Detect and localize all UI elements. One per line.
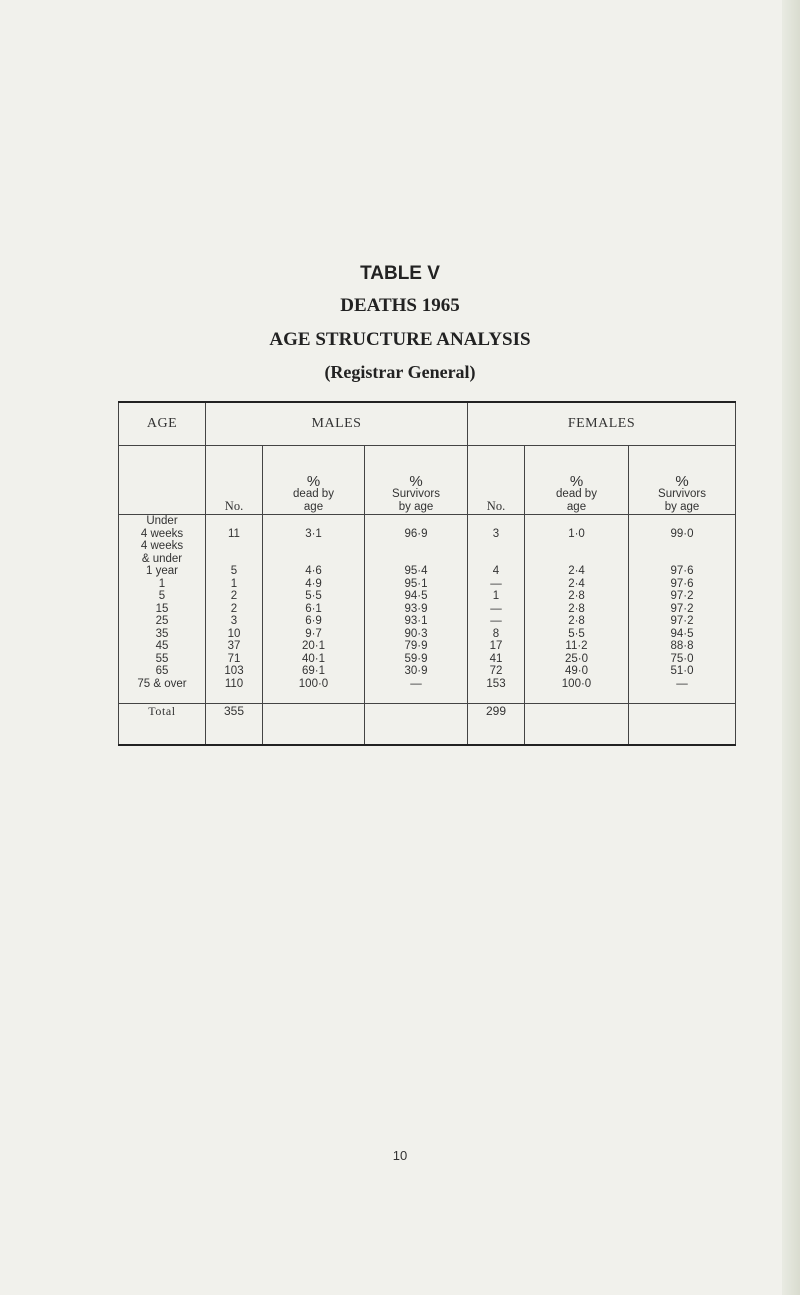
males-no-cell: 71 <box>206 653 263 666</box>
males-dead-cell: 6·1 <box>263 603 365 616</box>
age-cell <box>119 678 206 691</box>
females-survivors-cell: — <box>629 678 736 691</box>
table-heading: AGE STRUCTURE ANALYSIS <box>269 329 531 350</box>
age-label: 45 <box>155 640 169 652</box>
males-survivors-cell: 94·5 <box>365 590 468 603</box>
page-number: 10 <box>392 1148 408 1163</box>
age-cell <box>119 615 206 628</box>
females-survivors-cell: 75·0 <box>629 653 736 666</box>
females-no-cell: — <box>468 615 525 628</box>
table-row <box>119 590 736 603</box>
females-survivors-cell: 97·2 <box>629 615 736 628</box>
females-dead-cell: 1·0 <box>525 515 629 541</box>
males-no-cell: 3 <box>206 615 263 628</box>
table-body <box>119 515 736 704</box>
males-no-cell: 37 <box>206 640 263 653</box>
males-no-cell: 2 <box>206 603 263 616</box>
males-survivors-cell: 93·1 <box>365 615 468 628</box>
males-no-cell: 5 <box>206 540 263 578</box>
females-survivors-cell: 97·2 <box>629 603 736 616</box>
spacer-cell <box>525 690 629 703</box>
age-subheader <box>119 446 206 515</box>
table-row <box>119 678 736 691</box>
table-row <box>119 540 736 578</box>
females-dead-cell: 100·0 <box>525 678 629 691</box>
females-survivors-cell: 97·6 <box>629 540 736 578</box>
males-survivors-cell: 59·9 <box>365 653 468 666</box>
females-dead-cell: 2·4 <box>525 540 629 578</box>
females-no-cell: 41 <box>468 653 525 666</box>
total-label: Total <box>119 703 206 745</box>
males-no-cell: 2 <box>206 590 263 603</box>
females-dead-cell: 25·0 <box>525 653 629 666</box>
males-header: MALES <box>206 402 468 446</box>
males-no-cell: 103 <box>206 665 263 678</box>
males-no-cell: 11 <box>206 515 263 541</box>
females-survivors-cell: 97·6 <box>629 578 736 591</box>
males-dead-cell: 100·0 <box>263 678 365 691</box>
females-no-cell: 17 <box>468 640 525 653</box>
females-no-cell: 4 <box>468 540 525 578</box>
females-header: FEMALES <box>468 402 736 446</box>
males-survivors-cell: 96·9 <box>365 515 468 541</box>
females-no-cell: 1 <box>468 590 525 603</box>
age-label: 1 <box>158 577 166 590</box>
males-dead-cell: 4·9 <box>263 578 365 591</box>
table-row <box>119 640 736 653</box>
females-dead-cell: 2·8 <box>525 590 629 603</box>
spacer-cell <box>365 690 468 703</box>
table-row <box>119 515 736 541</box>
table-row <box>119 628 736 641</box>
males-survivors-cell: 93·9 <box>365 603 468 616</box>
age-cell <box>119 628 206 641</box>
females-no-cell: 72 <box>468 665 525 678</box>
males-dead-cell: 9·7 <box>263 628 365 641</box>
males-no-cell: 110 <box>206 678 263 691</box>
spacer-cell <box>119 690 206 703</box>
age-structure-table <box>118 401 736 746</box>
males-survivors-cell: 30·9 <box>365 665 468 678</box>
spacer-cell <box>468 690 525 703</box>
age-label: 4 weeks <box>140 540 184 552</box>
males-dead-cell: 4·6 <box>263 540 365 578</box>
spacer-row <box>119 690 736 703</box>
age-label: 55 <box>155 652 169 665</box>
page-edge <box>782 0 800 1295</box>
table-row <box>119 665 736 678</box>
females-survivors-cell: 51·0 <box>629 665 736 678</box>
females-survivors-header: % Survivors by age <box>629 446 736 515</box>
females-survivors-cell: 97·2 <box>629 590 736 603</box>
males-survivors-cell: — <box>365 678 468 691</box>
table-row <box>119 653 736 666</box>
males-dead-cell: 3·1 <box>263 515 365 541</box>
males-survivors-cell: 90·3 <box>365 628 468 641</box>
males-dead-header: % dead by age <box>263 446 365 515</box>
males-dead-cell: 20·1 <box>263 640 365 653</box>
males-survivors-total <box>365 703 468 745</box>
females-no-cell: 153 <box>468 678 525 691</box>
age-label: 75 & over <box>137 677 187 690</box>
spacer-cell <box>206 690 263 703</box>
age-label: 35 <box>155 627 169 640</box>
males-dead-cell: 5·5 <box>263 590 365 603</box>
males-dead-cell: 69·1 <box>263 665 365 678</box>
males-survivors-cell: 95·1 <box>365 578 468 591</box>
males-survivors-cell: 79·9 <box>365 640 468 653</box>
females-survivors-cell: 99·0 <box>629 515 736 541</box>
males-dead-cell: 40·1 <box>263 653 365 666</box>
females-dead-cell: 49·0 <box>525 665 629 678</box>
females-no-cell: 8 <box>468 628 525 641</box>
males-no-cell: 10 <box>206 628 263 641</box>
age-cell <box>119 515 206 541</box>
age-label: 5 <box>158 590 166 602</box>
males-survivors-cell: 95·4 <box>365 540 468 578</box>
table-title: TABLE V <box>360 263 440 284</box>
males-total: 355 <box>206 703 263 745</box>
females-survivors-cell: 94·5 <box>629 628 736 641</box>
males-dead-cell: 6·9 <box>263 615 365 628</box>
females-no-cell: 3 <box>468 515 525 541</box>
age-label: 65 <box>155 665 169 677</box>
source-note: (Registrar General) <box>324 362 476 382</box>
females-dead-header: % dead by age <box>525 446 629 515</box>
females-dead-total <box>525 703 629 745</box>
age-cell <box>119 665 206 678</box>
table-subtitle: DEATHS 1965 <box>340 295 460 316</box>
females-no-cell: — <box>468 603 525 616</box>
males-survivors-header: % Survivors by age <box>365 446 468 515</box>
females-dead-cell: 2·4 <box>525 578 629 591</box>
females-survivors-total <box>629 703 736 745</box>
age-cell <box>119 540 206 578</box>
females-no-cell: — <box>468 578 525 591</box>
age-cell <box>119 590 206 603</box>
age-cell <box>119 578 206 591</box>
age-cell <box>119 640 206 653</box>
table-row <box>119 603 736 616</box>
males-no-cell: 1 <box>206 578 263 591</box>
females-dead-cell: 2·8 <box>525 615 629 628</box>
age-cell <box>119 603 206 616</box>
females-survivors-cell: 88·8 <box>629 640 736 653</box>
males-no-header: No. <box>206 446 263 515</box>
age-label: & under <box>141 552 183 565</box>
table-row <box>119 615 736 628</box>
heading-block <box>0 262 800 384</box>
females-dead-cell: 5·5 <box>525 628 629 641</box>
females-dead-cell: 11·2 <box>525 640 629 653</box>
age-cell <box>119 653 206 666</box>
table-row <box>119 578 736 591</box>
spacer-cell <box>629 690 736 703</box>
age-label: Under <box>146 515 178 527</box>
age-header: AGE <box>119 402 206 446</box>
age-label: 1 year <box>146 565 178 577</box>
age-label: 15 <box>155 602 169 615</box>
spacer-cell <box>263 690 365 703</box>
total-row <box>119 703 736 745</box>
females-no-header: No. <box>468 446 525 515</box>
males-dead-total <box>263 703 365 745</box>
age-label: 25 <box>155 615 169 627</box>
age-label: 4 weeks <box>140 527 184 540</box>
females-dead-cell: 2·8 <box>525 603 629 616</box>
females-total: 299 <box>468 703 525 745</box>
